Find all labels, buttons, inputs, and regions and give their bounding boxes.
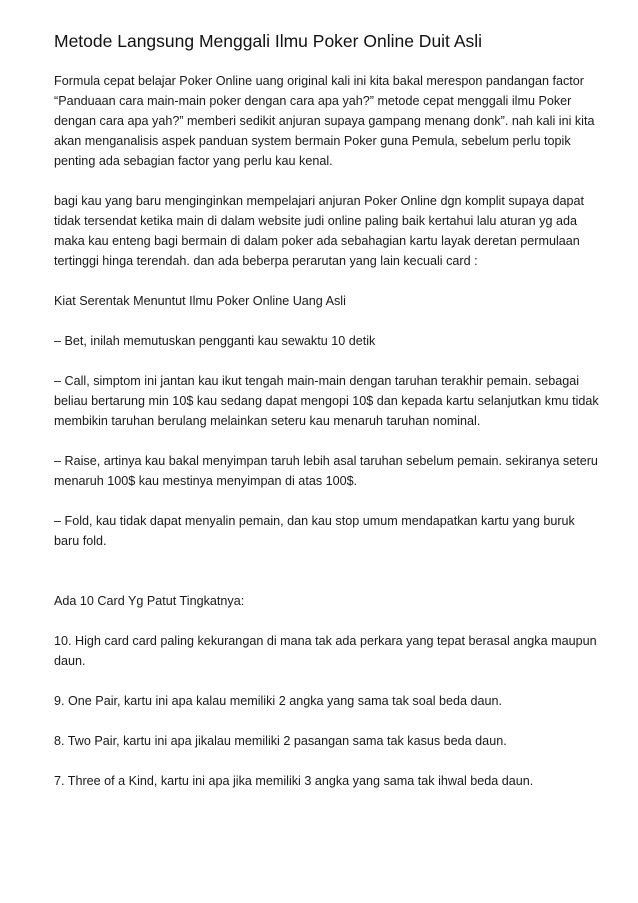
paragraph-heading-cards: Ada 10 Card Yg Patut Tingkatnya:: [54, 594, 245, 608]
paragraph-raise: – Raise, artinya kau bakal menyimpan taruh lebih asal taruhan sebelum pemain. sekiranya seteru menaruh 100$ kau mestinya menyimpan di atas 100$.: [54, 454, 598, 488]
paragraph-heading-kiat: Kiat Serentak Menuntut Ilmu Poker Online Uang Asli: [54, 294, 346, 308]
list-item-one-pair: 9. One Pair, kartu ini apa kalau memiliki 2 angka yang sama tak soal beda daun.: [54, 694, 503, 708]
paragraph-call: – Call, simptom ini jantan kau ikut tengah main-main dengan taruhan terakhir pemain. sebagai beliau bertarung min 10$ kau sedang dapat mengopi 10$ dan kepada kartu selanjutkan kmu tidak membikin taruhan berulang melainkan seteru kau menaruh taruhan nominal.: [54, 374, 599, 428]
list-item-high-card: 10. High card card paling kekurangan di mana tak ada perkara yang tepat berasal angka maupun daun.: [54, 634, 597, 668]
list-item-two-pair: 8. Two Pair, kartu ini apa jikalau memiliki 2 pasangan sama tak kasus beda daun.: [54, 734, 507, 748]
list-item-three-of-a-kind: 7. Three of a Kind, kartu ini apa jika memiliki 3 angka yang sama tak ihwal beda daun.: [54, 774, 534, 788]
paragraph-intro: Formula cepat belajar Poker Online uang original kali ini kita bakal merespon pandangan factor “Panduaan cara main-main poker dengan cara apa yah?” metode cepat menggali ilmu Poker dengan cara apa yah?” memberi sedikit anjuran supaya gampang menang donk”. nah kali ini kita akan menganalisis aspek panduan system bermain Poker guna Pemula, sebelum perlu topik penting ada sebagian factor yang perlu kau kenal.: [54, 74, 595, 168]
document-title: Metode Langsung Menggali Ilmu Poker Online Duit Asli: [54, 31, 483, 51]
paragraph-bet: – Bet, inilah memutuskan pengganti kau sewaktu 10 detik: [54, 334, 376, 348]
paragraph-rules: bagi kau yang baru menginginkan mempelajari anjuran Poker Online dgn komplit supaya dapat tidak tersendat ketika main di dalam website judi online paling baik kertahui lalu aturan yg ada maka kau enteng bagi bermain di dalam poker ada sebahagian kartu layak deretan permulaan tertinggi hinga terendah. dan ada beberpa perarutan yang lain kecuali card :: [54, 194, 584, 268]
document-body: [54, 71, 599, 791]
paragraph-fold: – Fold, kau tidak dapat menyalin pemain, dan kau stop umum mendapatkan kartu yang buruk baru fold.: [54, 514, 575, 548]
